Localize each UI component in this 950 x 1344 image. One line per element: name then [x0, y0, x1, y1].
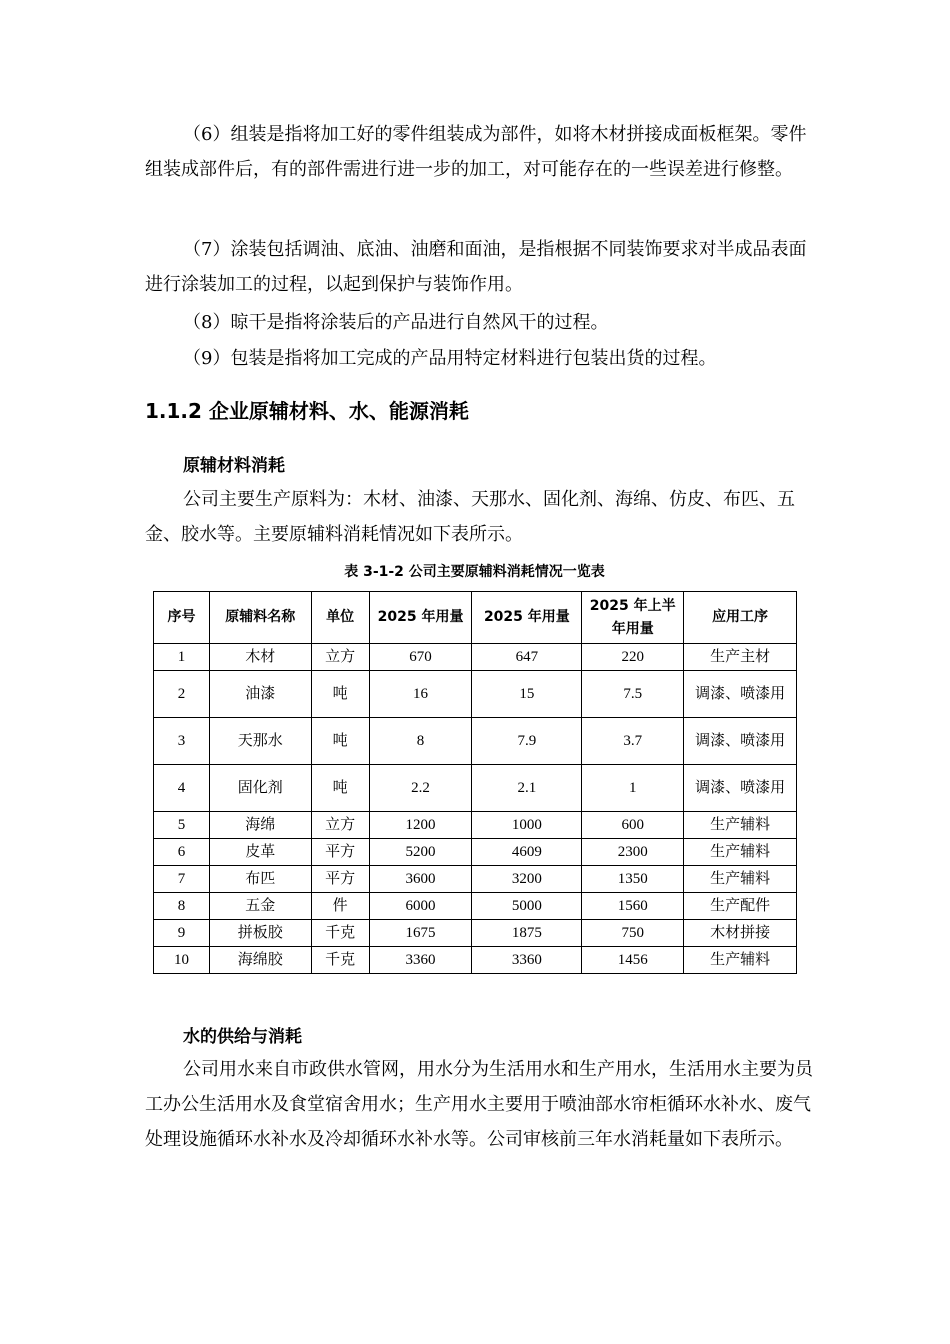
table-cell: 拼板胶 [209, 920, 311, 947]
table-cell: 皮革 [209, 839, 311, 866]
table-row [154, 866, 797, 893]
table-cell: 2.1 [472, 765, 582, 812]
table-cell: 3200 [472, 866, 582, 893]
table-cell: 3.7 [582, 718, 684, 765]
paragraph-assembly: （6）组装是指将加工好的零件组装成为部件，如将木材拼接成面板框架。零件组装成部件后，有的部件需进行进一步的加工，对可能存在的一些误差进行修整。 [145, 124, 807, 180]
table-cell: 五金 [209, 893, 311, 920]
table-cell: 220 [582, 644, 684, 671]
header-cell: 应用工序 [684, 592, 797, 644]
table-row [154, 718, 797, 765]
table-cell: 调漆、喷漆用 [684, 671, 797, 718]
table-cell: 3360 [369, 947, 472, 974]
table-row [154, 765, 797, 812]
table-cell: 木材 [209, 644, 311, 671]
table-cell: 油漆 [209, 671, 311, 718]
table-cell: 生产辅料 [684, 812, 797, 839]
table-cell: 4609 [472, 839, 582, 866]
header-cell: 2025 年上半年用量 [582, 592, 684, 644]
table-cell: 天那水 [209, 718, 311, 765]
table-cell: 2300 [582, 839, 684, 866]
table-cell: 5000 [472, 893, 582, 920]
table-cell: 10 [154, 947, 210, 974]
table-cell: 生产主材 [684, 644, 797, 671]
table-cell: 1875 [472, 920, 582, 947]
table-cell: 3600 [369, 866, 472, 893]
table-row [154, 812, 797, 839]
table-cell: 5 [154, 812, 210, 839]
table-cell: 木材拼接 [684, 920, 797, 947]
table-cell: 2 [154, 671, 210, 718]
table-cell: 8 [154, 893, 210, 920]
table-cell: 600 [582, 812, 684, 839]
table-cell: 5200 [369, 839, 472, 866]
header-cell: 2025 年用量 [369, 592, 472, 644]
table-cell: 海绵胶 [209, 947, 311, 974]
table-row [154, 947, 797, 974]
table-cell: 7.5 [582, 671, 684, 718]
table-cell: 1 [582, 765, 684, 812]
table-cell: 1200 [369, 812, 472, 839]
table-cell: 平方 [311, 866, 369, 893]
table-cell: 1350 [582, 866, 684, 893]
header-cell: 2025 年用量 [472, 592, 582, 644]
table-cell: 7.9 [472, 718, 582, 765]
table-cell: 平方 [311, 839, 369, 866]
table-cell: 6000 [369, 893, 472, 920]
table-cell: 1 [154, 644, 210, 671]
table-cell: 生产配件 [684, 893, 797, 920]
table-cell: 15 [472, 671, 582, 718]
table-cell: 3 [154, 718, 210, 765]
table-cell: 吨 [311, 765, 369, 812]
table-cell: 生产辅料 [684, 947, 797, 974]
table-cell: 吨 [311, 718, 369, 765]
table-cell: 2.2 [369, 765, 472, 812]
table-row [154, 839, 797, 866]
table-cell: 千克 [311, 920, 369, 947]
materials-heading: 原辅材料消耗 [183, 456, 285, 476]
table-cell: 16 [369, 671, 472, 718]
table-cell: 固化剂 [209, 765, 311, 812]
table-cell: 750 [582, 920, 684, 947]
table-row [154, 671, 797, 718]
paragraph-packaging: （9）包装是指将加工完成的产品用特定材料进行包装出货的过程。 [183, 348, 717, 369]
table-cell: 670 [369, 644, 472, 671]
table-cell: 件 [311, 893, 369, 920]
table-cell: 海绵 [209, 812, 311, 839]
table-cell: 调漆、喷漆用 [684, 718, 797, 765]
table-cell: 调漆、喷漆用 [684, 765, 797, 812]
table-cell: 立方 [311, 812, 369, 839]
table-cell: 生产辅料 [684, 839, 797, 866]
table-cell: 8 [369, 718, 472, 765]
table-cell: 生产辅料 [684, 866, 797, 893]
table-cell: 吨 [311, 671, 369, 718]
materials-intro: 公司主要生产原料为：木材、油漆、天那水、固化剂、海绵、仿皮、布匹、五金、胶水等。主要原辅料消耗情况如下表所示。 [145, 489, 795, 545]
table-cell: 千克 [311, 947, 369, 974]
table-header-row [154, 592, 797, 644]
paragraph-coating: （7）涂装包括调油、底油、油磨和面油，是指根据不同装饰要求对半成品表面进行涂装加工的过程，以起到保护与装饰作用。 [145, 239, 807, 295]
table-row [154, 644, 797, 671]
paragraph-drying: （8）晾干是指将涂装后的产品进行自然风干的过程。 [183, 312, 609, 333]
table-cell: 3360 [472, 947, 582, 974]
table-cell: 1675 [369, 920, 472, 947]
table-cell: 立方 [311, 644, 369, 671]
table-cell: 1456 [582, 947, 684, 974]
table-cell: 1000 [472, 812, 582, 839]
table-cell: 布匹 [209, 866, 311, 893]
section-heading: 1.1.2 企业原辅材料、水、能源消耗 [145, 399, 469, 423]
header-cell: 原辅料名称 [209, 592, 311, 644]
header-cell: 单位 [311, 592, 369, 644]
water-heading: 水的供给与消耗 [183, 1027, 302, 1047]
table-row [154, 893, 797, 920]
table-cell: 647 [472, 644, 582, 671]
table-cell: 9 [154, 920, 210, 947]
table-caption: 表 3-1-2 公司主要原辅料消耗情况一览表 [344, 564, 605, 580]
table-cell: 1560 [582, 893, 684, 920]
table-cell: 6 [154, 839, 210, 866]
table-row [154, 920, 797, 947]
water-intro: 公司用水来自市政供水管网，用水分为生活用水和生产用水，生活用水主要为员工办公生活用水及食堂宿舍用水；生产用水主要用于喷油部水帘柜循环水补水、废气处理设施循环水补水及冷却循环水补水等。公司审核前三年水消耗量如下表所示。 [145, 1059, 813, 1150]
table-cell: 4 [154, 765, 210, 812]
header-cell: 序号 [154, 592, 210, 644]
table-cell: 7 [154, 866, 210, 893]
materials-table [153, 591, 797, 974]
